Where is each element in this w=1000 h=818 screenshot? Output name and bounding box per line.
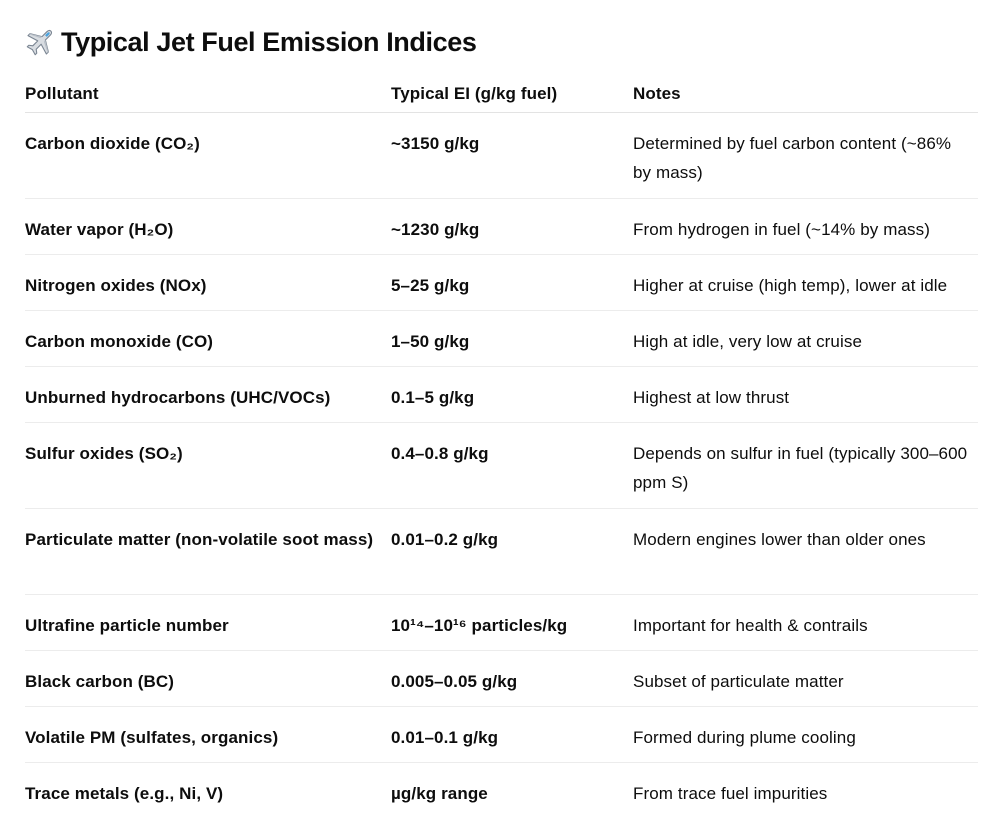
table-row bbox=[25, 650, 978, 706]
ei-cell: 0.4–0.8 g/kg bbox=[391, 422, 633, 508]
pollutant-cell: Carbon monoxide (CO) bbox=[25, 310, 391, 366]
table-row bbox=[25, 366, 978, 422]
ei-cell: 1–50 g/kg bbox=[391, 310, 633, 366]
document bbox=[25, 0, 978, 818]
notes-cell: Higher at cruise (high temp), lower at idle bbox=[633, 254, 978, 310]
ei-cell: 0.01–0.1 g/kg bbox=[391, 706, 633, 762]
ei-cell: 0.1–5 g/kg bbox=[391, 366, 633, 422]
ei-cell: ~1230 g/kg bbox=[391, 198, 633, 254]
ei-cell: 0.01–0.2 g/kg bbox=[391, 508, 633, 594]
pollutant-cell: Volatile PM (sulfates, organics) bbox=[25, 706, 391, 762]
pollutant-cell: Unburned hydrocarbons (UHC/VOCs) bbox=[25, 366, 391, 422]
notes-cell: Depends on sulfur in fuel (typically 300–600 ppm S) bbox=[633, 422, 978, 508]
table-row bbox=[25, 594, 978, 650]
title-row bbox=[25, 0, 978, 86]
ei-cell: µg/kg range bbox=[391, 783, 488, 803]
table-row bbox=[25, 254, 978, 310]
notes-cell: Subset of particulate matter bbox=[633, 650, 978, 706]
ei-cell: 10¹⁴–10¹⁶ particles/kg bbox=[391, 594, 633, 650]
table-header-row bbox=[25, 86, 978, 112]
pollutant-cell: Particulate matter (non-volatile soot mass) bbox=[25, 508, 391, 594]
emission-table bbox=[25, 86, 978, 818]
airplane-icon bbox=[25, 25, 57, 57]
pollutant-cell: Water vapor (H₂O) bbox=[25, 198, 391, 254]
page-title: Typical Jet Fuel Emission Indices bbox=[61, 26, 477, 57]
pollutant-cell: Ultrafine particle number bbox=[25, 594, 391, 650]
notes-cell: Formed during plume cooling bbox=[633, 706, 978, 762]
header-pollutant: Pollutant bbox=[25, 86, 391, 112]
notes-cell: High at idle, very low at cruise bbox=[633, 310, 978, 366]
header-notes: Notes bbox=[633, 86, 978, 112]
table-row bbox=[25, 762, 978, 818]
header-typical-ei: Typical EI (g/kg fuel) bbox=[391, 86, 633, 112]
pollutant-cell: Carbon dioxide (CO₂) bbox=[25, 112, 391, 198]
notes-cell: From hydrogen in fuel (~14% by mass) bbox=[633, 198, 978, 254]
notes-cell: Highest at low thrust bbox=[633, 366, 978, 422]
pollutant-cell: Sulfur oxides (SO₂) bbox=[25, 422, 391, 508]
table-row bbox=[25, 422, 978, 508]
pollutant-cell: Black carbon (BC) bbox=[25, 650, 391, 706]
ei-cell: 0.005–0.05 g/kg bbox=[391, 650, 633, 706]
ei-cell: ~3150 g/kg bbox=[391, 112, 633, 198]
ei-cell: 5–25 g/kg bbox=[391, 254, 633, 310]
table-row bbox=[25, 310, 978, 366]
table-row bbox=[25, 706, 978, 762]
table-row bbox=[25, 508, 978, 594]
notes-cell: Modern engines lower than older ones bbox=[633, 508, 978, 594]
table-row bbox=[25, 112, 978, 198]
notes-cell: Important for health & contrails bbox=[633, 594, 978, 650]
table-row bbox=[25, 198, 978, 254]
pollutant-cell: Trace metals (e.g., Ni, V) bbox=[25, 783, 224, 803]
notes-cell: From trace fuel impurities bbox=[633, 783, 828, 803]
notes-cell: Determined by fuel carbon content (~86% by mass) bbox=[633, 112, 978, 198]
pollutant-cell: Nitrogen oxides (NOx) bbox=[25, 254, 391, 310]
